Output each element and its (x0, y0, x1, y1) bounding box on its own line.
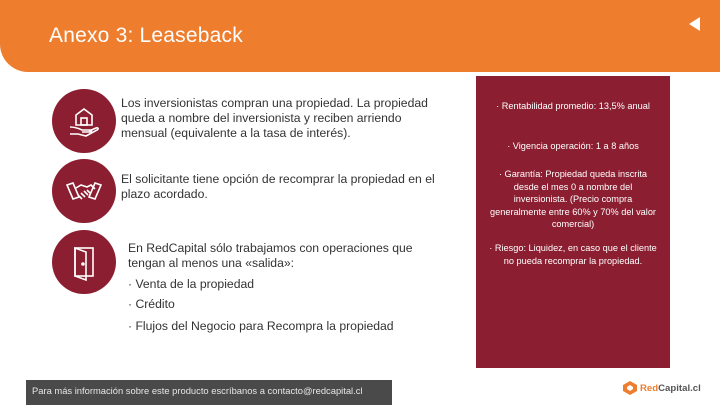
footer-contact-text: Para más información sobre este producto escríbanos a contacto@redcapital.cl (32, 385, 363, 396)
exit-operations-text: En RedCapital sólo trabajamos con operaciones que tengan al menos una «salida»: (128, 241, 413, 270)
panel-riesgo: · Riesgo: Liquidez, en caso que el cliente no pueda recomprar la propiedad. (489, 243, 657, 266)
panel-garantia: · Garantía: Propiedad queda inscrita desde el mes 0 a nombre del inversionista. (Precio compra generalmente entre 60% y 70% del valor comercial) (490, 169, 656, 229)
repurchase-text: El solicitante tiene opción de recomprar la propiedad en el plazo acordado. (121, 172, 435, 201)
bullet-item: · Crédito (128, 297, 175, 311)
logo-mark-icon (622, 380, 638, 396)
page-title: Anexo 3: Leaseback (49, 24, 243, 47)
footer-bar (26, 380, 392, 405)
redcapital-logo (622, 380, 701, 396)
panel-vigencia: · Vigencia operación: 1 a 8 años (507, 141, 639, 151)
door-exit-icon (52, 230, 116, 294)
handshake-icon (52, 159, 116, 223)
play-left-icon[interactable] (689, 17, 700, 31)
house-in-hand-icon (52, 89, 116, 153)
bullet-item: · Venta de la propiedad (128, 277, 255, 291)
bullet-item: · Flujos del Negocio para Recompra la propiedad (128, 319, 394, 333)
investors-text: Los inversionistas compran una propiedad. La propiedad queda a nombre del inversionista y reciben arriendo mensual (equivalente a la tasa de interés). (121, 96, 428, 140)
header-band (0, 0, 720, 72)
logo-text: RedCapital.cl (640, 382, 701, 394)
panel-rentabilidad: · Rentabilidad promedio: 13,5% anual (496, 101, 650, 111)
